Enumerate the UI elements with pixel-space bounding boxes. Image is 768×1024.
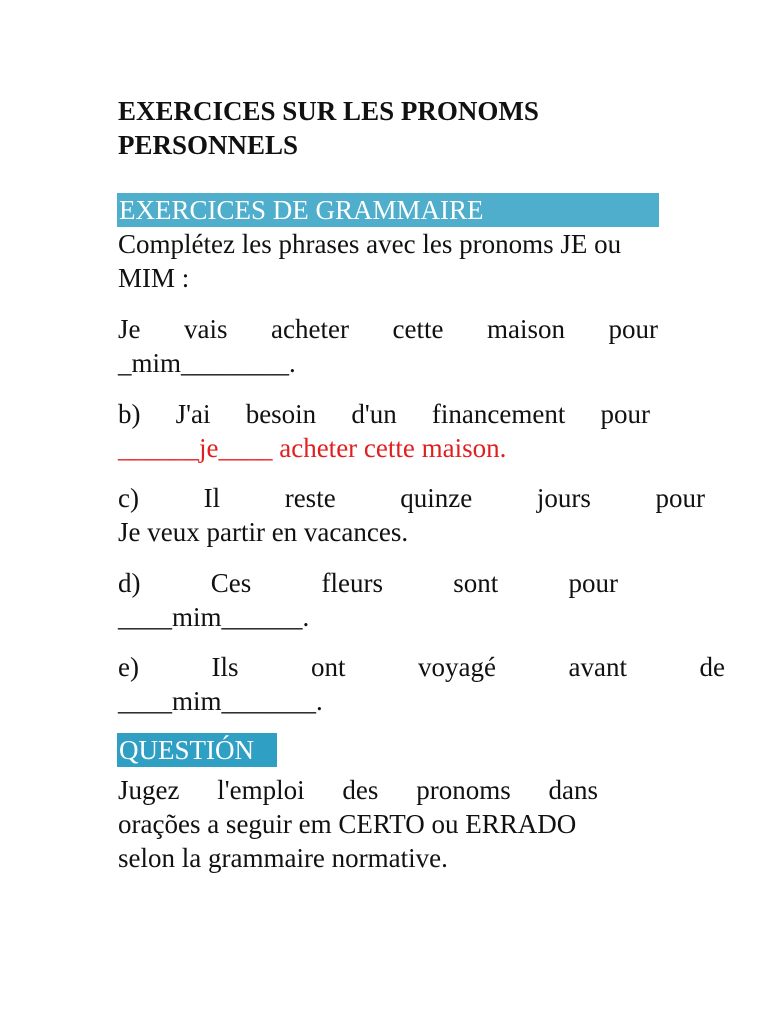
instruction-text [118,227,663,295]
exercise-c-line-2: Je veux partir en vacances. [118,517,409,547]
question-text [118,773,598,875]
exercise-a-line-1: Je vais acheter cette maison pour [118,314,658,344]
exercise-d-line-1: d) Ces fleurs sont pour [118,568,618,598]
question-line-2: orações a seguir em CERTO ou ERRADO [118,809,577,839]
instruction-line-2: MIM : [118,263,190,293]
exercise-e [118,650,725,718]
exercise-b [118,397,650,465]
exercise-b-line-1: b) J'ai besoin d'un financement pour [118,399,650,429]
exercise-e-line-1: e) Ils ont voyagé avant de [118,652,725,682]
exercise-a-line-2: _mim________. [118,348,296,378]
exercise-c [118,481,705,549]
exercise-d [118,566,618,634]
section-heading-grammaire: EXERCICES DE GRAMMAIRE [117,193,659,227]
question-line-1: Jugez l'emploi des pronoms dans [118,775,598,805]
page-title [118,94,658,162]
section-heading-question: QUESTIÓN [117,733,277,767]
exercise-e-line-2: ____mim_______. [118,686,323,716]
title-line-1: EXERCICES SUR LES PRONOMS [118,96,539,126]
question-line-3: selon la grammaire normative. [118,843,448,873]
instruction-line-1: Complétez les phrases avec les pronoms JE ou [118,229,622,259]
exercise-b-answer-line: ______je____ acheter cette maison. [118,433,507,463]
exercise-d-line-2: ____mim______. [118,602,310,632]
title-line-2: PERSONNELS [118,130,299,160]
exercise-c-line-1: c) Il reste quinze jours pour [118,483,705,513]
exercise-a [118,312,658,380]
